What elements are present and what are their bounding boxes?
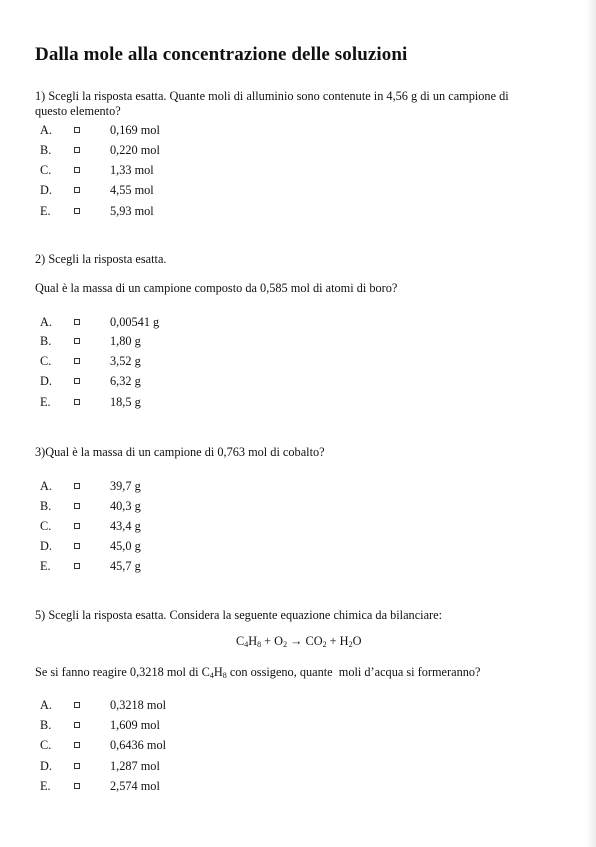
option-value: 0,169 mol xyxy=(110,123,160,137)
q5-option-a[interactable] xyxy=(40,698,240,714)
question-2-text: Qual è la massa di un campione composto da 0,585 mol di atomi di boro? xyxy=(35,281,398,295)
question-5-text2: Se si fanno reagire 0,3218 mol di $C_4H_8$ con ossigeno, quante moli d’acqua si formeranno? xyxy=(35,665,481,680)
question-5-text: 5) Scegli la risposta esatta. Considera la seguente equazione chimica da bilanciare: xyxy=(35,608,443,622)
question-2-intro: 2) Scegli la risposta esatta. xyxy=(35,252,167,266)
q2-option-e[interactable] xyxy=(40,395,240,411)
option-letter: E. xyxy=(40,559,51,573)
option-value: 2,574 mol xyxy=(110,779,160,793)
option-value: 0,220 mol xyxy=(110,143,160,157)
q3-option-b[interactable] xyxy=(40,499,240,515)
checkbox-icon[interactable] xyxy=(74,742,80,748)
chemical-equation: $C_4H_8 + O_2 \to CO_2 + H_2O$ xyxy=(236,634,362,649)
checkbox-icon[interactable] xyxy=(74,208,80,214)
checkbox-icon[interactable] xyxy=(74,378,80,384)
option-letter: A. xyxy=(40,315,52,329)
q2-option-a[interactable] xyxy=(40,315,240,331)
option-letter: E. xyxy=(40,395,51,409)
option-value: 45,7 g xyxy=(110,559,141,573)
option-letter: E. xyxy=(40,779,51,793)
option-value: 3,52 g xyxy=(110,354,141,368)
checkbox-icon[interactable] xyxy=(74,147,80,153)
q2-option-b[interactable] xyxy=(40,334,240,350)
option-value: 6,32 g xyxy=(110,374,141,388)
option-letter: A. xyxy=(40,479,52,493)
option-letter: B. xyxy=(40,499,52,513)
q2-option-c[interactable] xyxy=(40,354,240,370)
q5-option-d[interactable] xyxy=(40,759,240,775)
option-value: 1,609 mol xyxy=(110,718,160,732)
page-title: Dalla mole alla concentrazione delle soluzioni xyxy=(35,44,408,65)
option-value: 4,55 mol xyxy=(110,183,154,197)
option-value: 0,3218 mol xyxy=(110,698,167,712)
option-letter: B. xyxy=(40,334,52,348)
option-value: 43,4 g xyxy=(110,519,141,533)
q3-option-e[interactable] xyxy=(40,559,240,575)
option-letter: A. xyxy=(40,123,52,137)
checkbox-icon[interactable] xyxy=(74,523,80,529)
q5-option-c[interactable] xyxy=(40,738,240,754)
checkbox-icon[interactable] xyxy=(74,338,80,344)
option-value: 1,33 mol xyxy=(110,163,154,177)
page-edge-shadow xyxy=(586,0,596,847)
q1-option-e[interactable] xyxy=(40,204,240,220)
option-value: 40,3 g xyxy=(110,499,141,513)
q1-option-d[interactable] xyxy=(40,183,240,199)
checkbox-icon[interactable] xyxy=(74,783,80,789)
option-letter: B. xyxy=(40,143,52,157)
checkbox-icon[interactable] xyxy=(74,319,80,325)
option-value: 45,0 g xyxy=(110,539,141,553)
q1-option-a[interactable] xyxy=(40,123,240,139)
question-3-text: 3)Qual è la massa di un campione di 0,763 mol di cobalto? xyxy=(35,445,325,459)
question-1-text-line2: questo elemento? xyxy=(35,104,121,118)
q3-option-d[interactable] xyxy=(40,539,240,555)
option-letter: D. xyxy=(40,374,52,388)
q1-option-c[interactable] xyxy=(40,163,240,179)
q3-option-a[interactable] xyxy=(40,479,240,495)
checkbox-icon[interactable] xyxy=(74,503,80,509)
checkbox-icon[interactable] xyxy=(74,702,80,708)
q5-option-e[interactable] xyxy=(40,779,240,795)
option-value: 0,6436 mol xyxy=(110,738,167,752)
option-letter: C. xyxy=(40,519,52,533)
q1-option-b[interactable] xyxy=(40,143,240,159)
question-1-text-line1: 1) Scegli la risposta esatta. Quante moli di alluminio sono contenute in 4,56 g di un campione di xyxy=(35,89,509,103)
option-value: 1,80 g xyxy=(110,334,141,348)
checkbox-icon[interactable] xyxy=(74,399,80,405)
option-value: 18,5 g xyxy=(110,395,141,409)
option-letter: B. xyxy=(40,718,52,732)
q3-option-c[interactable] xyxy=(40,519,240,535)
option-value: 39,7 g xyxy=(110,479,141,493)
checkbox-icon[interactable] xyxy=(74,358,80,364)
checkbox-icon[interactable] xyxy=(74,187,80,193)
checkbox-icon[interactable] xyxy=(74,722,80,728)
option-letter: D. xyxy=(40,183,52,197)
option-value: 1,287 mol xyxy=(110,759,160,773)
checkbox-icon[interactable] xyxy=(74,563,80,569)
option-letter: E. xyxy=(40,204,51,218)
q5-option-b[interactable] xyxy=(40,718,240,734)
option-letter: C. xyxy=(40,738,52,752)
option-letter: A. xyxy=(40,698,52,712)
option-letter: C. xyxy=(40,163,52,177)
checkbox-icon[interactable] xyxy=(74,483,80,489)
option-value: 0,00541 g xyxy=(110,315,160,329)
option-letter: C. xyxy=(40,354,52,368)
checkbox-icon[interactable] xyxy=(74,127,80,133)
checkbox-icon[interactable] xyxy=(74,763,80,769)
checkbox-icon[interactable] xyxy=(74,543,80,549)
option-letter: D. xyxy=(40,539,52,553)
option-value: 5,93 mol xyxy=(110,204,154,218)
checkbox-icon[interactable] xyxy=(74,167,80,173)
q2-option-d[interactable] xyxy=(40,374,240,390)
option-letter: D. xyxy=(40,759,52,773)
